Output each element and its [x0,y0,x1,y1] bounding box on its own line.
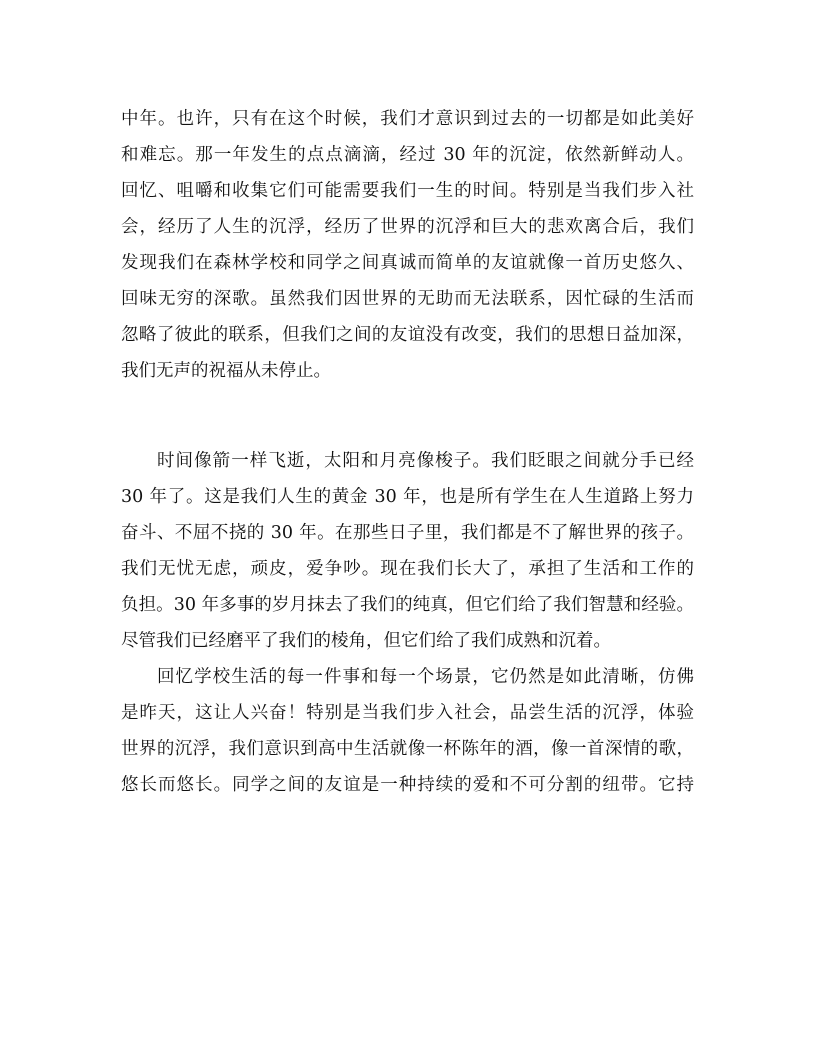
text-line: 回忆、咀嚼和收集它们可能需要我们一生的时间。特别是当我们步入社 [121,181,694,201]
text-line: 奋斗、不屈不挠的 30 年。在那些日子里，我们都是不了解世界的孩子。 [121,523,694,543]
text-line: 悠长而悠长。同学之间的友谊是一种持续的爱和不可分割的纽带。它持 [121,775,694,795]
text-line: 忽略了彼此的联系，但我们之间的友谊没有改变，我们的思想日益加深， [121,325,694,345]
text-line: 世界的沉浮，我们意识到高中生活就像一杯陈年的酒，像一首深情的歌， [121,739,694,759]
text-line: 时间像箭一样飞逝，太阳和月亮像梭子。我们眨眼之间就分手已经 [157,451,694,471]
text-line: 我们无声的祝福从未停止。 [121,361,331,381]
text-line: 发现我们在森林学校和同学之间真诚而简单的友谊就像一首历史悠久、 [121,253,694,273]
text-line: 和难忘。那一年发生的点点滴滴，经过 30 年的沉淀，依然新鲜动人。 [121,145,694,165]
text-line: 30 年了。这是我们人生的黄金 30 年，也是所有学生在人生道路上努力 [121,487,694,507]
text-line: 是昨天，这让人兴奋！特别是当我们步入社会，品尝生活的沉浮，体验 [121,703,694,723]
text-line: 我们无忧无虑，顽皮，爱争吵。现在我们长大了，承担了生活和工作的 [121,559,694,579]
text-line: 会，经历了人生的沉浮，经历了世界的沉浮和巨大的悲欢离合后，我们 [121,217,694,237]
text-line: 中年。也许，只有在这个时候，我们才意识到过去的一切都是如此美好 [121,109,694,129]
text-line: 回忆学校生活的每一件事和每一个场景，它仍然是如此清晰，仿佛 [157,667,694,687]
text-line: 回味无穷的深歌。虽然我们因世界的无助而无法联系，因忙碌的生活而 [121,289,694,309]
text-line: 负担。30 年多事的岁月抹去了我们的纯真，但它们给了我们智慧和经验。 [121,595,694,615]
text-line: 尽管我们已经磨平了我们的棱角，但它们给了我们成熟和沉着。 [121,631,611,651]
